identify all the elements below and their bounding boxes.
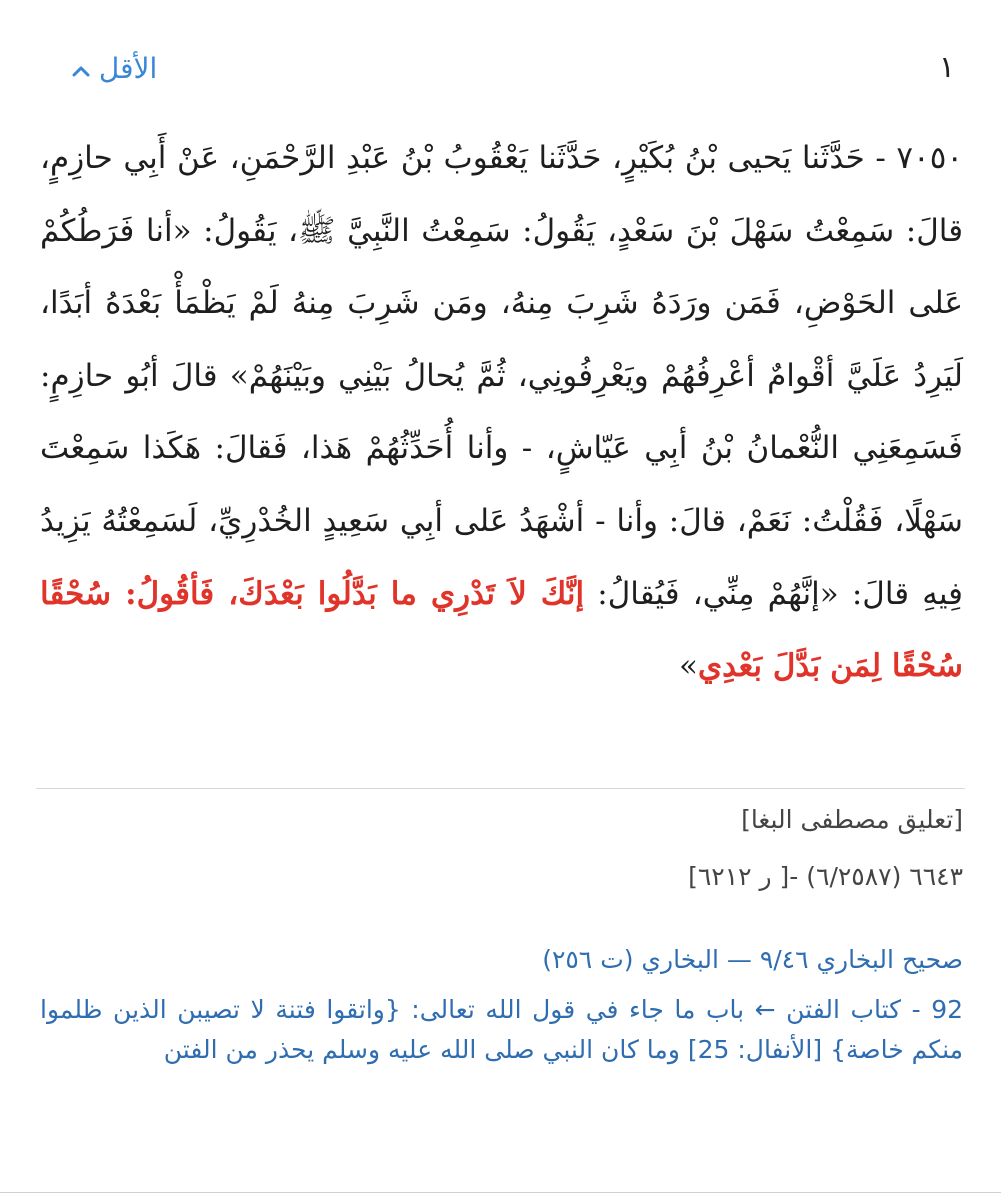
collapse-label: الأقل [98,52,158,85]
commentary-title: [تعليق مصطفى البغا] [741,805,963,834]
hadith-header [50,40,961,110]
hadith-line-7: أشْهَدُ عَلى أبِي سَعِيدٍ الخُدْرِيِّ، لَسَمِعْتُهُ يَزِيدُ فِيهِ قالَ: «إنَّهُمْ مِنِّي، [40,502,963,612]
hadith-text [40,122,963,703]
hadith-line-1: ٧٠٥٠ - حَدَّثَنا يَحيى بْنُ بُكَيْرٍ، حَدَّثَنا يَعْقُوبُ بْنُ عَبْدِ الرَّحْمَنِ، عَنْ [176,140,963,176]
chevron-up-icon [72,58,90,82]
source-chapter-link[interactable]: 92 - كتاب الفتن ← باب ما جاء في قول الله تعالى: {واتقوا فتنة لا تصيبن الذين ظلموا منكم خاصة} [الأنفال: 25] وما كان النبي صلى الله عليه وسلم يحذر من الفتن [40,995,963,1064]
highlighted-phrase-1: إنَّكَ لاَ تَدْرِي ما بَدَّلُوا بَعْدَكَ، فَأقُولُ: سُحْقًا سُحْقًا لِمَن [40,575,963,685]
hadith-line-8-prefix: فَيُقالُ: [584,575,680,612]
entry-number: ١ [938,50,955,85]
source-book-link[interactable]: صحيح البخاري ٩/٤٦ — البخاري (ت ٢٥٦) [542,945,963,974]
bottom-divider [0,1192,1001,1193]
divider [36,788,965,789]
highlighted-phrase-2: بَدَّلَ بَعْدِي [697,648,821,685]
commentary-reference: ٦٦٤٣ (٦/٢٥٨٧) -[ ر ٦٢١٢] [688,862,963,891]
hadith-line-3: يَقُولُ: «أنا فَرَطُكُمْ عَلى الحَوْضِ، فَمَن ورَدَهُ شَرِبَ مِنهُ، ومَن شَرِبَ [40,212,963,322]
collapse-toggle[interactable] [62,52,157,85]
closing-quote: » [678,648,698,685]
hadith-line-5: بَيْنِي وبَيْنَهُمْ» قالَ أبُو حازِمٍ: فَسَمِعَنِي النُّعْمانُ بْنُ أبِي عَيّاشٍ، - وأنا [40,357,963,467]
hadith-line-6: أُحَدِّثُهُمْ هَذا، فَقالَ: هَكَذا سَمِعْتَ سَهْلًا، فَقُلْتُ: نَعَمْ، قالَ: وأنا - [40,430,963,539]
hadith-line-4: مِنهُ لَمْ يَظْمَأْ بَعْدَهُ أبَدًا، لَيَرِدُ عَلَيَّ أقْوامٌ أعْرِفُهُمْ ويَعْرِفُونِي، ثُمَّ يُحالُ [40,285,964,394]
hadith-line-2: أَبِي حازِمٍ، قالَ: سَمِعْتُ سَهْلَ بْنَ سَعْدٍ، يَقُولُ: سَمِعْتُ النَّبِيَّ ﷺ، [40,140,964,249]
